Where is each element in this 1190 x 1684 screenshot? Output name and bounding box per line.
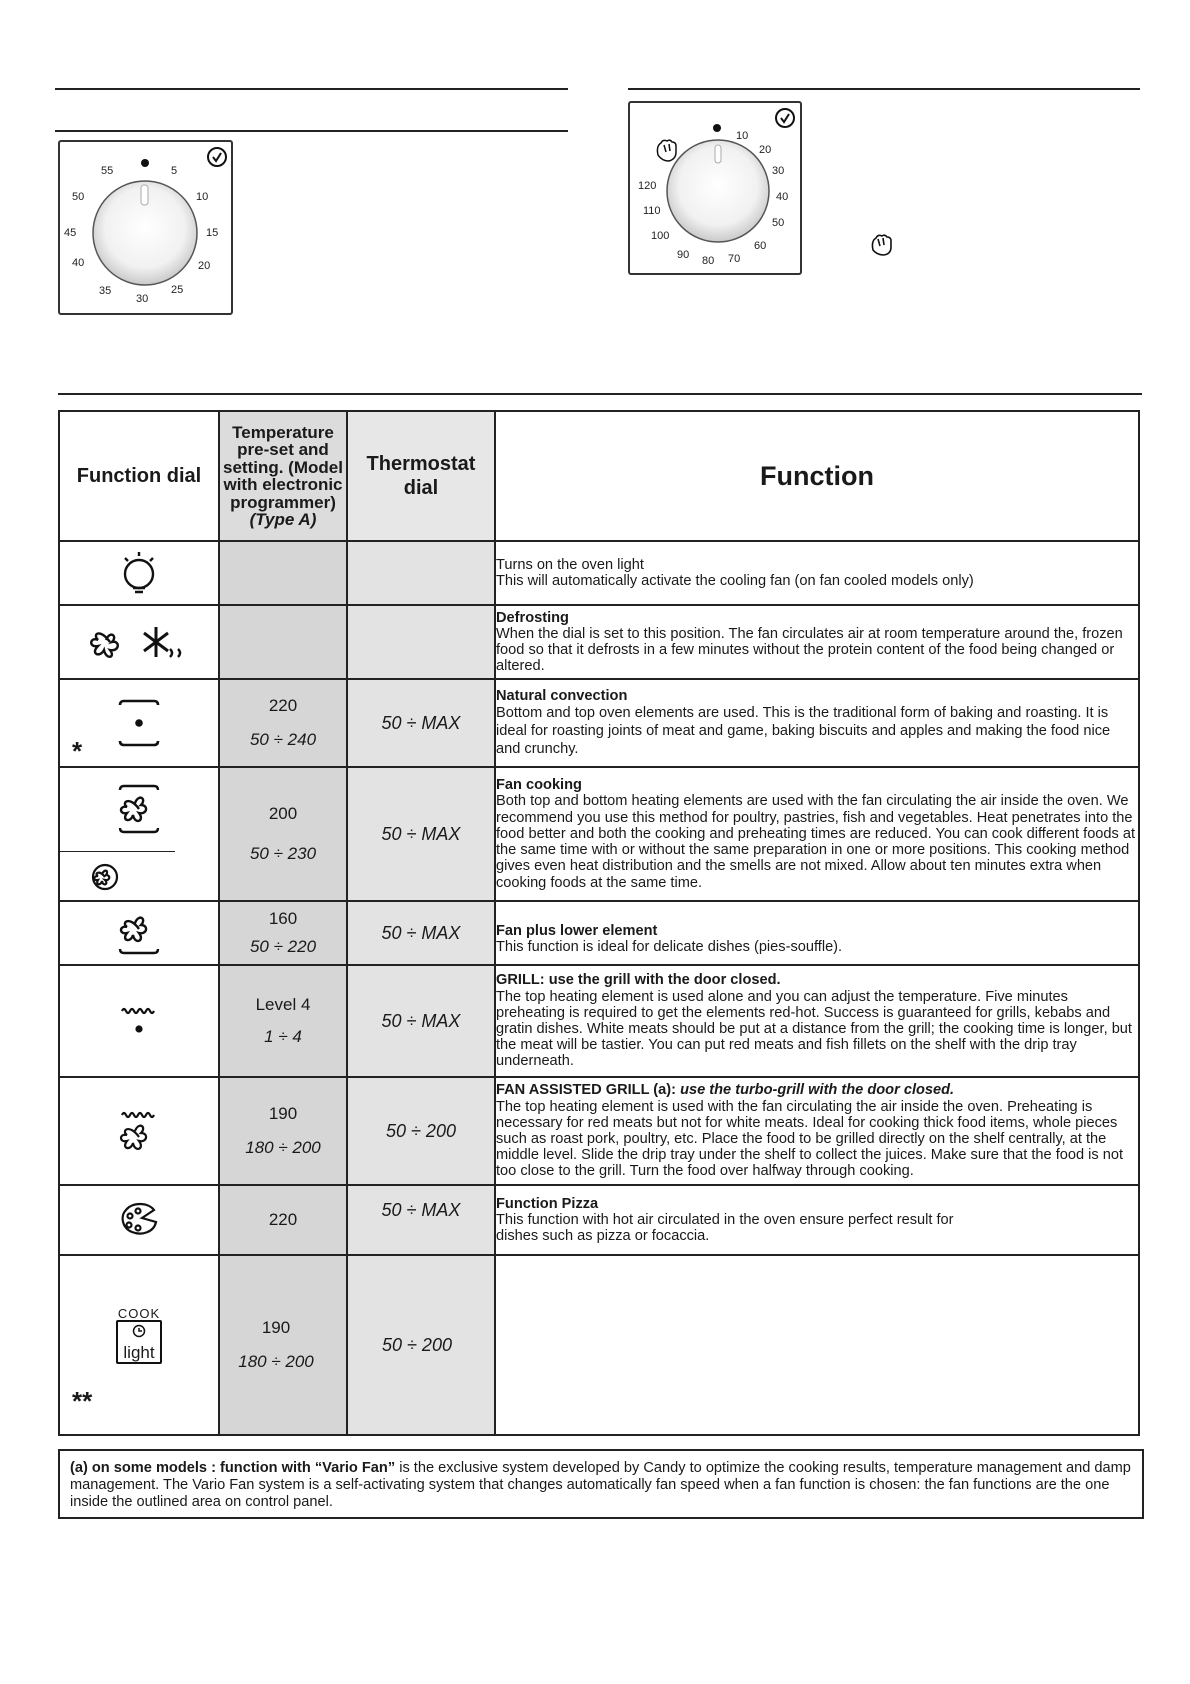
description-text: When the dial is set to this position. The fan circulates air at room temperature around the, frozen food so that it defrosts in a few minutes without the protein content of the food being changed or altered. bbox=[496, 625, 1123, 675]
fan-cooking-icon bbox=[116, 782, 162, 840]
function-title: GRILL: use the grill with the door closed. bbox=[496, 972, 781, 989]
thermostat-cell: 50 ÷ MAX bbox=[347, 901, 495, 965]
cook-light-clock-icon bbox=[131, 1324, 147, 1338]
header-thermostat-dial: Thermostat dial bbox=[347, 411, 495, 541]
function-icon-cell bbox=[59, 767, 219, 901]
tick-label: 55 bbox=[101, 165, 114, 177]
tick-label: 60 bbox=[754, 240, 767, 252]
description-cell bbox=[495, 965, 1139, 1077]
pizza-icon bbox=[116, 1200, 162, 1240]
pointer-dot bbox=[713, 124, 721, 132]
tick-label: 30 bbox=[772, 165, 785, 177]
hand-icon bbox=[868, 233, 892, 257]
fan-icon bbox=[90, 862, 120, 892]
description-text: Bottom and top oven elements are used. This is the traditional form of baking and roasting. It is ideal for roasting joints of meat and game, baking biscuits and apples and making the food nice and crunchy. bbox=[496, 705, 1111, 758]
fan-assisted-grill-icon bbox=[116, 1109, 162, 1153]
clock-icon bbox=[208, 148, 226, 166]
temperature-range: 180 ÷ 200 bbox=[245, 1138, 321, 1157]
table-row bbox=[59, 605, 1139, 679]
tick-label: 20 bbox=[198, 260, 211, 272]
temperature-cell bbox=[219, 1077, 347, 1185]
temperature-range: 180 ÷ 200 bbox=[238, 1352, 314, 1371]
thermostat-cell: 50 ÷ MAX bbox=[347, 1185, 495, 1255]
description-text: The top heating element is used with the fan circulating the air inside the oven. Preheating is necessary for red meats but not for white meats. Ideal for cooking thick food items, whole pieces such as roast pork, poultry, etc. Place the food to be grilled directly on the shelf centrally, at the middle level. Slide the drip tray under the shelf to collect the juices. Make sure that the food is not too close to the grill. Turn the food over halfway through cooking. bbox=[496, 1098, 1124, 1180]
header-temperature-type: (Type A) bbox=[249, 510, 317, 529]
tick-label: 100 bbox=[651, 230, 670, 242]
function-title-emphasis: use the turbo-grill with the door closed. bbox=[680, 1082, 955, 1099]
description-text: Both top and bottom heating elements are used with the fan circulating the air inside the oven. We recommend you use this method for poultry, pastries, fish and vegetables. Heat penetrates into the food better and both the cooking and preheating times are reduced. You can cook different foods at the same time with or without the same preparation in one or more positions. This cooking method gives even heat distribution and the smells are not mixed. Allow about ten minutes extra when cooking foods at the same time. bbox=[496, 793, 1136, 891]
description-cell bbox=[495, 679, 1139, 767]
cook-light-top-text: COOK bbox=[117, 1305, 161, 1321]
note-lead: (a) on some models : function with “Vario Fan” bbox=[70, 1460, 396, 1476]
temperature-cell bbox=[219, 1185, 347, 1255]
function-icon-cell bbox=[59, 901, 219, 965]
tick-label: 20 bbox=[759, 144, 772, 156]
temperature-cell bbox=[219, 767, 347, 901]
header-temperature bbox=[219, 411, 347, 541]
description-text: The top heating element is used alone and you can adjust the temperature. Five minutes preheating is required to get the elements red-hot. Success is guaranteed for grills, kebabs and gratin dishes. White meats should be put at a distance from the grill; the cooking time is longer, but the meat will be tastier. You can put red meats and fish fillets on the shelf with the drip tray underneath. bbox=[496, 988, 1132, 1070]
tick-label: 80 bbox=[702, 255, 715, 267]
oven-light-icon bbox=[116, 548, 162, 598]
minute-minder-dial bbox=[58, 140, 233, 315]
function-title: FAN ASSISTED GRILL (a): bbox=[496, 1082, 676, 1099]
cook-light-box bbox=[116, 1320, 162, 1364]
function-title: Natural convection bbox=[496, 687, 628, 704]
footnote-mark: * bbox=[72, 736, 83, 766]
function-icon-cell bbox=[59, 965, 219, 1077]
function-title: Fan cooking bbox=[496, 777, 582, 794]
tick-label: 30 bbox=[136, 293, 149, 305]
function-icon-cell bbox=[59, 679, 219, 767]
table-row bbox=[59, 767, 1139, 901]
tick-label: 10 bbox=[736, 130, 749, 142]
thermostat-cell: 50 ÷ 200 bbox=[347, 1255, 495, 1435]
thermostat-cell: 50 ÷ MAX bbox=[347, 767, 495, 901]
vario-fan-note bbox=[58, 1449, 1144, 1519]
thermostat-cell bbox=[347, 605, 495, 679]
header-function: Function bbox=[495, 411, 1139, 541]
table-row bbox=[59, 541, 1139, 605]
cook-light-bottom-text: light bbox=[123, 1342, 155, 1362]
function-title: Defrosting bbox=[496, 609, 569, 626]
table-row bbox=[59, 1185, 1139, 1255]
function-title: Function Pizza bbox=[496, 1195, 599, 1212]
temperature-cell bbox=[219, 679, 347, 767]
tick-label: 50 bbox=[72, 191, 85, 203]
table-header-row bbox=[59, 411, 1139, 541]
temperature-range: 50 ÷ 220 bbox=[249, 937, 317, 956]
top-left-rule bbox=[55, 88, 568, 90]
tick-label: 25 bbox=[171, 284, 184, 296]
function-icon-cell bbox=[59, 605, 219, 679]
cook-light-icon bbox=[109, 1307, 169, 1364]
clock-icon bbox=[776, 109, 794, 127]
programmer-dial bbox=[628, 101, 802, 275]
icon-divider bbox=[60, 851, 175, 852]
tick-label: 5 bbox=[171, 165, 178, 177]
table-row bbox=[59, 1077, 1139, 1185]
description-text: This function with hot air circulated in the oven ensure perfect result for dishes such as pizza or focaccia. bbox=[496, 1211, 954, 1245]
tick-label: 90 bbox=[677, 249, 690, 261]
description-cell bbox=[495, 1185, 1139, 1255]
thermostat-cell: 50 ÷ 200 bbox=[347, 1077, 495, 1185]
table-row bbox=[59, 1255, 1139, 1435]
temperature-cell bbox=[219, 605, 347, 679]
preset-temperature: 220 bbox=[268, 1210, 298, 1229]
programmer-dial-graphic bbox=[630, 103, 800, 273]
preset-temperature: 190 bbox=[261, 1318, 291, 1337]
fan-lower-element-icon bbox=[116, 909, 162, 957]
tick-label: 50 bbox=[772, 217, 785, 229]
pointer-dot bbox=[141, 159, 149, 167]
minute-minder-dial-graphic bbox=[60, 142, 231, 313]
preset-temperature: 200 bbox=[268, 804, 298, 823]
thermostat-cell bbox=[347, 541, 495, 605]
hand-icon bbox=[657, 140, 676, 161]
tick-label: 120 bbox=[638, 180, 657, 192]
tick-label: 45 bbox=[64, 227, 77, 239]
top-right-rule bbox=[628, 88, 1140, 90]
temperature-cell bbox=[219, 541, 347, 605]
table-row bbox=[59, 901, 1139, 965]
header-temperature-text: Temperature pre-set and setting. (Model with electronic programmer) bbox=[223, 422, 343, 512]
top-left-rule-2 bbox=[55, 130, 568, 132]
function-icon-cell bbox=[59, 1255, 219, 1435]
description-text: This function is ideal for delicate dishes (pies-souffle). bbox=[496, 939, 843, 955]
header-function-dial: Function dial bbox=[59, 411, 219, 541]
description-cell bbox=[495, 901, 1139, 965]
tick-label: 10 bbox=[196, 191, 209, 203]
tick-label: 35 bbox=[99, 285, 112, 297]
temperature-cell bbox=[219, 965, 347, 1077]
preset-temperature: 160 bbox=[268, 909, 298, 928]
defrost-icon bbox=[84, 619, 194, 665]
function-icon-cell bbox=[59, 541, 219, 605]
tick-label: 110 bbox=[643, 205, 661, 217]
description-cell bbox=[495, 1077, 1139, 1185]
thermostat-cell: 50 ÷ MAX bbox=[347, 965, 495, 1077]
preset-temperature: Level 4 bbox=[255, 995, 311, 1014]
description-cell bbox=[495, 1255, 1139, 1435]
tick-label: 40 bbox=[72, 257, 85, 269]
description-cell bbox=[495, 767, 1139, 901]
preset-temperature: 190 bbox=[268, 1104, 298, 1123]
natural-convection-icon bbox=[116, 697, 162, 749]
function-icon-cell bbox=[59, 1185, 219, 1255]
function-icon-cell bbox=[59, 1077, 219, 1185]
temperature-range: 50 ÷ 240 bbox=[249, 730, 317, 749]
table-row bbox=[59, 679, 1139, 767]
thermostat-cell: 50 ÷ MAX bbox=[347, 679, 495, 767]
preset-temperature: 220 bbox=[268, 696, 298, 715]
table-row bbox=[59, 965, 1139, 1077]
footnote-mark: ** bbox=[72, 1386, 93, 1416]
temperature-cell bbox=[219, 1255, 347, 1435]
function-table bbox=[58, 410, 1140, 1436]
section-rule bbox=[58, 393, 1142, 395]
description-cell bbox=[495, 541, 1139, 605]
description-cell bbox=[495, 605, 1139, 679]
tick-label: 70 bbox=[728, 253, 741, 265]
temperature-range: 50 ÷ 230 bbox=[249, 844, 317, 863]
tick-label: 15 bbox=[206, 227, 219, 239]
function-title: Fan plus lower element bbox=[496, 922, 658, 939]
description-text: Turns on the oven light This will automatically activate the cooling fan (on fan cooled models only) bbox=[496, 556, 974, 589]
temperature-cell bbox=[219, 901, 347, 965]
note-text: is the exclusive system developed by Candy to optimize the cooking results, temperature management and damp management. The Vario Fan system is a self-activating system that changes automatically fan speed when a fan function is chosen: the fan functions are the one inside the outlined area on control panel. bbox=[70, 1460, 1131, 1510]
tick-label: 40 bbox=[776, 191, 789, 203]
temperature-range: 1 ÷ 4 bbox=[264, 1027, 302, 1046]
grill-icon bbox=[116, 1003, 162, 1039]
